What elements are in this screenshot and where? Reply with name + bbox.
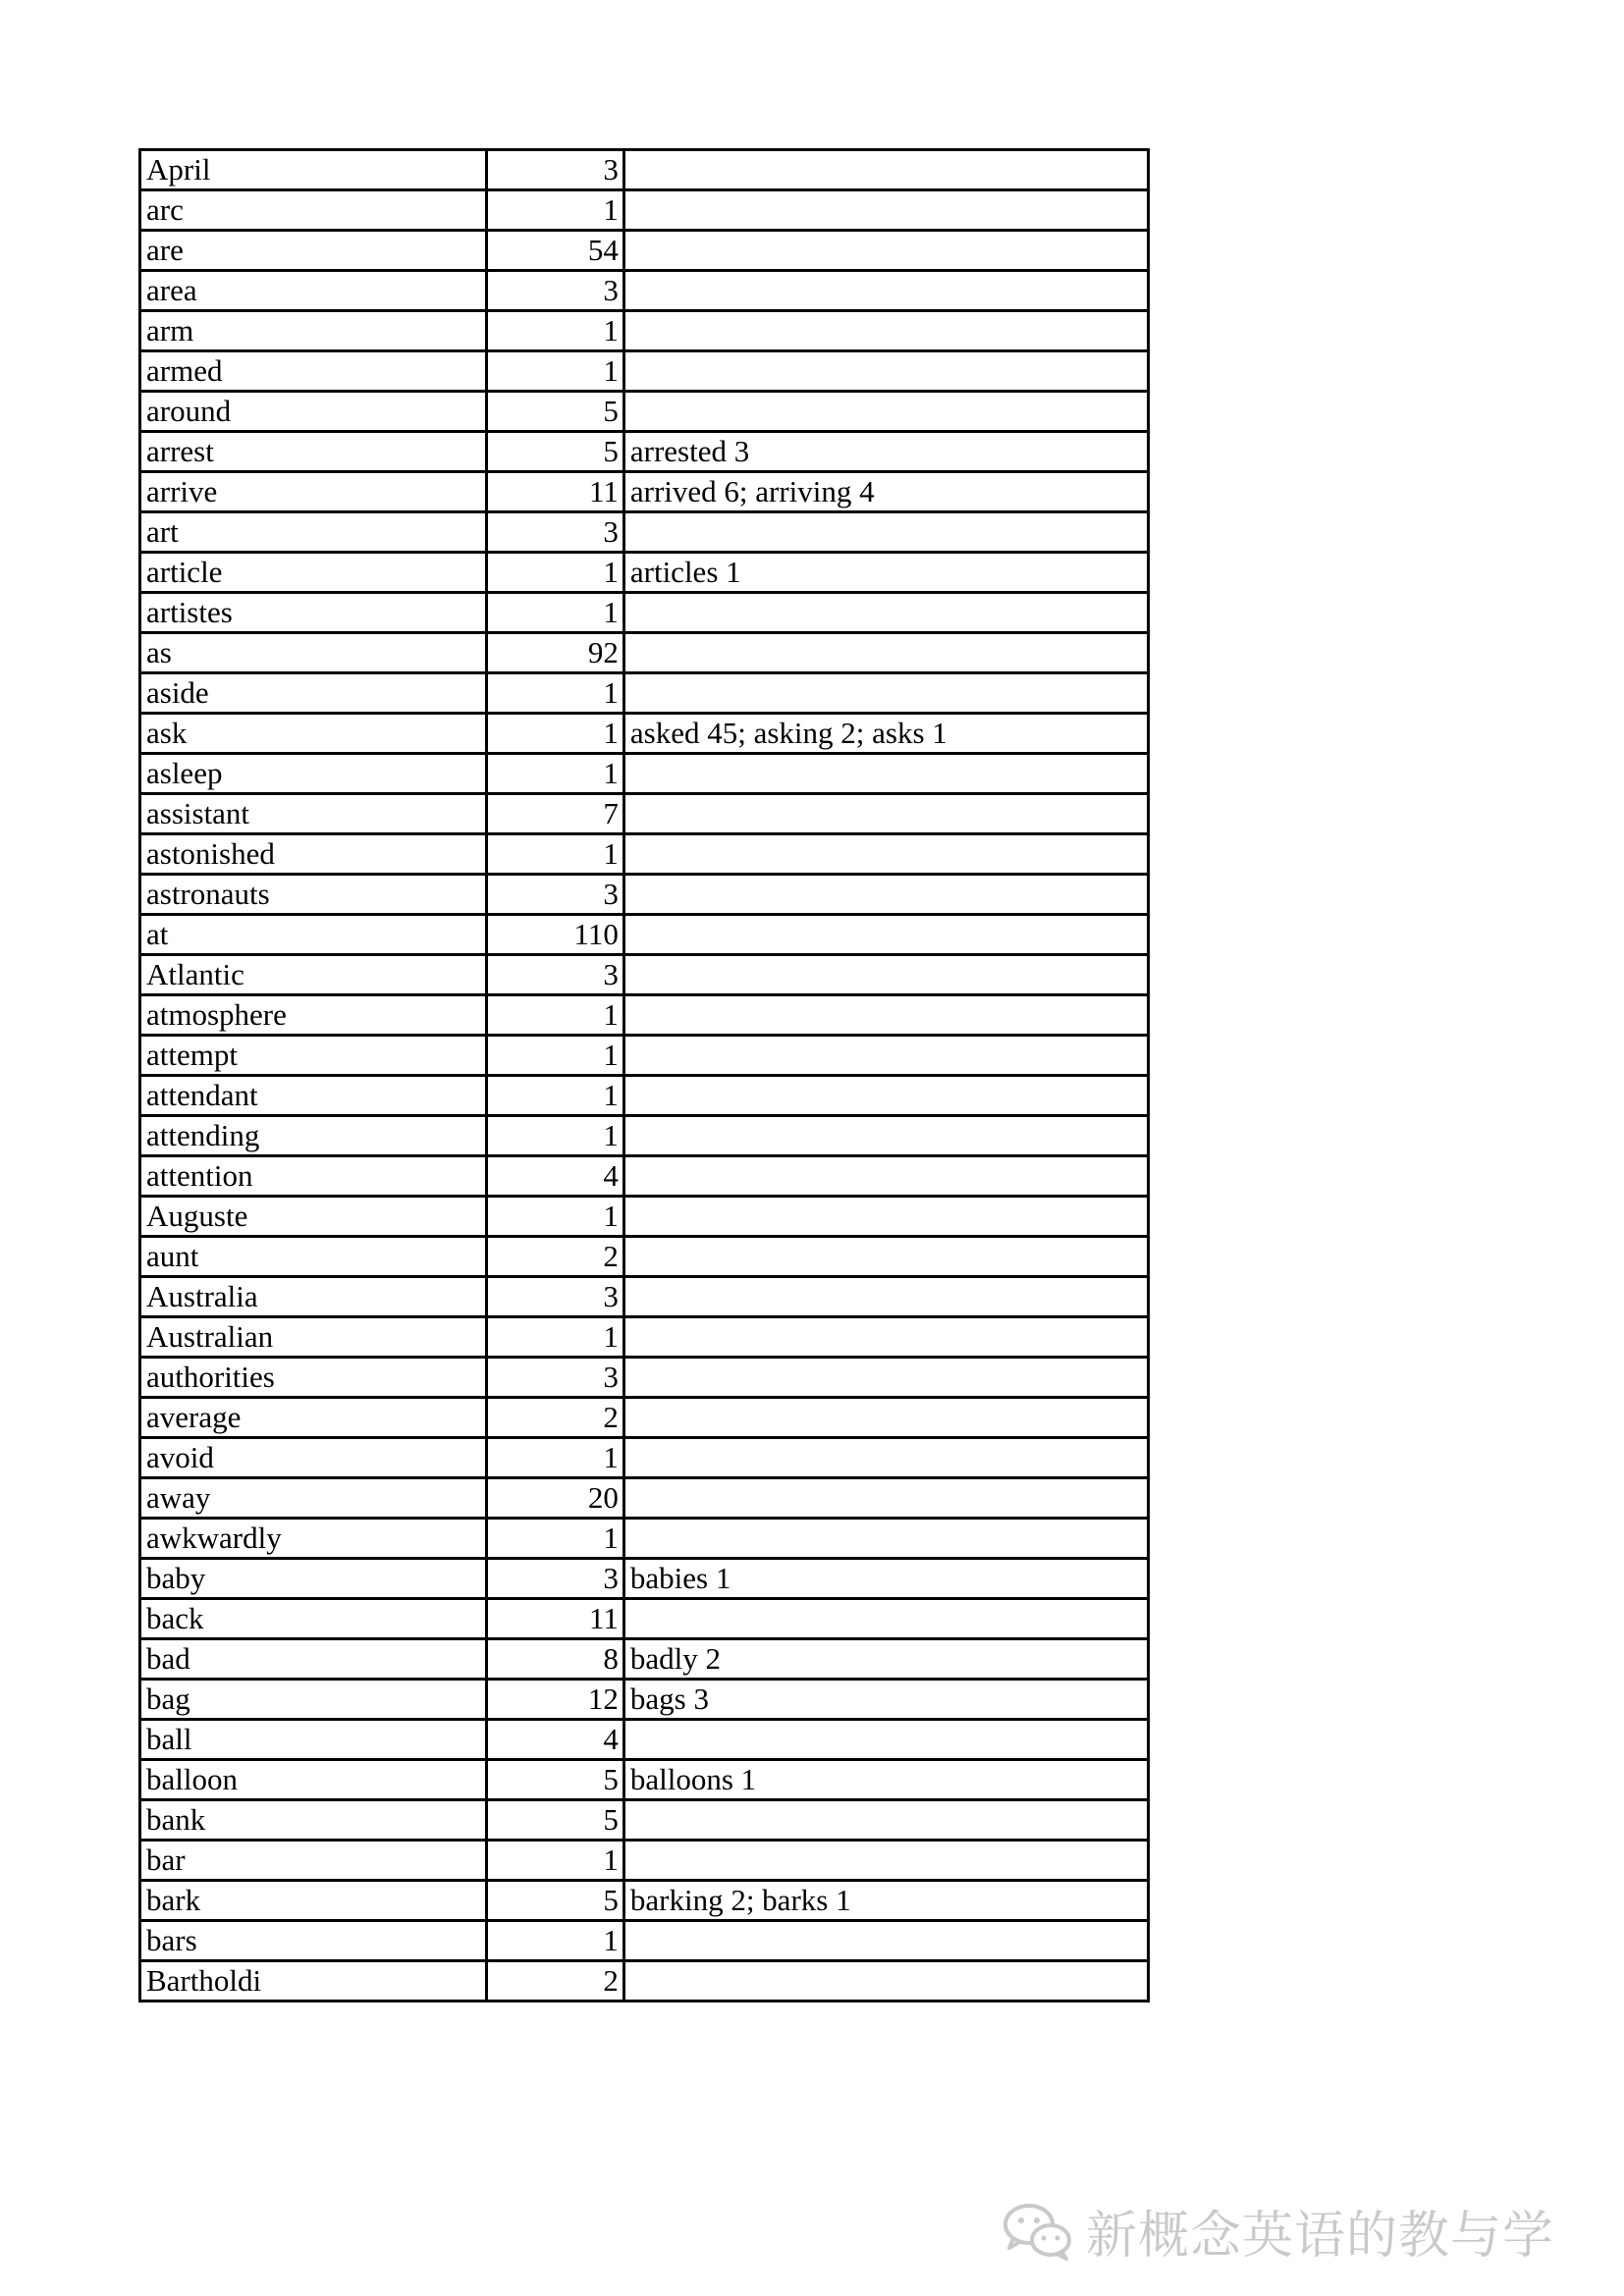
table-row — [140, 1720, 1149, 1760]
count-cell: 5 — [487, 1881, 624, 1921]
word-cell: Australian — [140, 1317, 487, 1358]
word-cell: Australia — [140, 1277, 487, 1317]
word-cell: at — [140, 915, 487, 955]
table-row — [140, 1398, 1149, 1438]
forms-cell — [623, 1156, 1148, 1197]
count-cell: 1 — [487, 593, 624, 633]
forms-cell: babies 1 — [623, 1559, 1148, 1599]
table-row — [140, 1559, 1149, 1599]
word-cell: attempt — [140, 1036, 487, 1076]
count-cell: 1 — [487, 553, 624, 593]
forms-cell: balloons 1 — [623, 1760, 1148, 1800]
forms-cell — [623, 1358, 1148, 1398]
table-row — [140, 1760, 1149, 1800]
count-cell: 1 — [487, 1317, 624, 1358]
word-cell: authorities — [140, 1358, 487, 1398]
count-cell: 1 — [487, 1841, 624, 1881]
word-cell: area — [140, 271, 487, 311]
forms-cell — [623, 1800, 1148, 1841]
forms-cell — [623, 794, 1148, 834]
forms-cell — [623, 1197, 1148, 1237]
table-row — [140, 190, 1149, 231]
table-row — [140, 714, 1149, 754]
word-cell: attention — [140, 1156, 487, 1197]
forms-cell — [623, 1841, 1148, 1881]
count-cell: 1 — [487, 754, 624, 794]
table-row — [140, 633, 1149, 673]
forms-cell — [623, 593, 1148, 633]
table-row — [140, 1116, 1149, 1156]
word-cell: armed — [140, 351, 487, 392]
word-cell: back — [140, 1599, 487, 1639]
word-cell: away — [140, 1478, 487, 1519]
count-cell: 5 — [487, 392, 624, 432]
table-row — [140, 1478, 1149, 1519]
table-row — [140, 1800, 1149, 1841]
forms-cell — [623, 995, 1148, 1036]
word-cell: average — [140, 1398, 487, 1438]
count-cell: 3 — [487, 875, 624, 915]
table-row — [140, 150, 1149, 190]
count-cell: 4 — [487, 1720, 624, 1760]
word-cell: aunt — [140, 1237, 487, 1277]
count-cell: 1 — [487, 1076, 624, 1116]
count-cell: 1 — [487, 1438, 624, 1478]
word-cell: April — [140, 150, 487, 190]
forms-cell — [623, 231, 1148, 271]
table-row — [140, 875, 1149, 915]
word-cell: Atlantic — [140, 955, 487, 995]
word-cell: arc — [140, 190, 487, 231]
count-cell: 5 — [487, 1760, 624, 1800]
forms-cell — [623, 1961, 1148, 2002]
count-cell: 1 — [487, 714, 624, 754]
word-cell: article — [140, 553, 487, 593]
table-row — [140, 1921, 1149, 1961]
word-cell: baby — [140, 1559, 487, 1599]
table-row — [140, 754, 1149, 794]
forms-cell — [623, 915, 1148, 955]
table-row — [140, 1076, 1149, 1116]
count-cell: 2 — [487, 1398, 624, 1438]
forms-cell — [623, 271, 1148, 311]
forms-cell — [623, 875, 1148, 915]
count-cell: 3 — [487, 955, 624, 995]
table-row — [140, 553, 1149, 593]
forms-cell: badly 2 — [623, 1639, 1148, 1680]
count-cell: 1 — [487, 834, 624, 875]
word-cell: attending — [140, 1116, 487, 1156]
count-cell: 5 — [487, 432, 624, 472]
forms-cell — [623, 512, 1148, 553]
word-cell: arrest — [140, 432, 487, 472]
table-row — [140, 1680, 1149, 1720]
forms-cell: asked 45; asking 2; asks 1 — [623, 714, 1148, 754]
count-cell: 3 — [487, 150, 624, 190]
count-cell: 3 — [487, 1277, 624, 1317]
count-cell: 2 — [487, 1237, 624, 1277]
count-cell: 1 — [487, 995, 624, 1036]
watermark — [1000, 2199, 1555, 2266]
forms-cell — [623, 150, 1148, 190]
word-cell: attendant — [140, 1076, 487, 1116]
count-cell: 11 — [487, 1599, 624, 1639]
forms-cell — [623, 1036, 1148, 1076]
forms-cell — [623, 1317, 1148, 1358]
count-cell: 4 — [487, 1156, 624, 1197]
count-cell: 8 — [487, 1639, 624, 1680]
word-cell: art — [140, 512, 487, 553]
word-frequency-table — [138, 148, 1150, 2002]
count-cell: 11 — [487, 472, 624, 512]
forms-cell — [623, 311, 1148, 351]
count-cell: 3 — [487, 1559, 624, 1599]
word-cell: bad — [140, 1639, 487, 1680]
count-cell: 3 — [487, 1358, 624, 1398]
word-cell: aside — [140, 673, 487, 714]
count-cell: 12 — [487, 1680, 624, 1720]
count-cell: 5 — [487, 1800, 624, 1841]
word-cell: as — [140, 633, 487, 673]
table-row — [140, 1961, 1149, 2002]
table-row — [140, 271, 1149, 311]
table-row — [140, 995, 1149, 1036]
word-cell: awkwardly — [140, 1519, 487, 1559]
word-cell: bars — [140, 1921, 487, 1961]
count-cell: 3 — [487, 512, 624, 553]
count-cell: 1 — [487, 311, 624, 351]
forms-cell: arrested 3 — [623, 432, 1148, 472]
forms-cell — [623, 1478, 1148, 1519]
word-cell: assistant — [140, 794, 487, 834]
word-cell: avoid — [140, 1438, 487, 1478]
count-cell: 1 — [487, 1197, 624, 1237]
word-cell: Auguste — [140, 1197, 487, 1237]
forms-cell: articles 1 — [623, 553, 1148, 593]
table-row — [140, 231, 1149, 271]
table-row — [140, 1599, 1149, 1639]
table-row — [140, 512, 1149, 553]
count-cell: 1 — [487, 351, 624, 392]
table-row — [140, 351, 1149, 392]
table-row — [140, 472, 1149, 512]
table-row — [140, 1237, 1149, 1277]
word-cell: bank — [140, 1800, 487, 1841]
table-row — [140, 1438, 1149, 1478]
word-cell: are — [140, 231, 487, 271]
word-cell: arrive — [140, 472, 487, 512]
forms-cell — [623, 1599, 1148, 1639]
count-cell: 1 — [487, 1116, 624, 1156]
table-row — [140, 1358, 1149, 1398]
table-row — [140, 593, 1149, 633]
forms-cell — [623, 351, 1148, 392]
count-cell: 1 — [487, 190, 624, 231]
forms-cell: arrived 6; arriving 4 — [623, 472, 1148, 512]
word-cell: around — [140, 392, 487, 432]
word-cell: bag — [140, 1680, 487, 1720]
forms-cell — [623, 1076, 1148, 1116]
forms-cell — [623, 834, 1148, 875]
forms-cell — [623, 754, 1148, 794]
count-cell: 110 — [487, 915, 624, 955]
table-row — [140, 1881, 1149, 1921]
forms-cell — [623, 1237, 1148, 1277]
count-cell: 1 — [487, 1519, 624, 1559]
forms-cell — [623, 955, 1148, 995]
table-row — [140, 673, 1149, 714]
forms-cell — [623, 1720, 1148, 1760]
forms-cell — [623, 190, 1148, 231]
word-cell: astonished — [140, 834, 487, 875]
forms-cell — [623, 1519, 1148, 1559]
forms-cell: barking 2; barks 1 — [623, 1881, 1148, 1921]
table-row — [140, 834, 1149, 875]
table-row — [140, 1156, 1149, 1197]
word-cell: ask — [140, 714, 487, 754]
count-cell: 1 — [487, 1036, 624, 1076]
table-row — [140, 311, 1149, 351]
table-row — [140, 915, 1149, 955]
word-frequency-table-body — [140, 150, 1149, 2002]
word-cell: arm — [140, 311, 487, 351]
count-cell: 1 — [487, 673, 624, 714]
wechat-logo-icon — [1000, 2199, 1076, 2262]
forms-cell — [623, 1116, 1148, 1156]
word-cell: atmosphere — [140, 995, 487, 1036]
count-cell: 20 — [487, 1478, 624, 1519]
word-cell: astronauts — [140, 875, 487, 915]
word-cell: artistes — [140, 593, 487, 633]
forms-cell — [623, 1438, 1148, 1478]
count-cell: 3 — [487, 271, 624, 311]
forms-cell — [623, 1398, 1148, 1438]
table-row — [140, 1519, 1149, 1559]
table-row — [140, 1639, 1149, 1680]
forms-cell: bags 3 — [623, 1680, 1148, 1720]
word-cell: bark — [140, 1881, 487, 1921]
count-cell: 54 — [487, 231, 624, 271]
forms-cell — [623, 392, 1148, 432]
word-cell: bar — [140, 1841, 487, 1881]
count-cell: 1 — [487, 1921, 624, 1961]
word-cell: ball — [140, 1720, 487, 1760]
count-cell: 2 — [487, 1961, 624, 2002]
table-row — [140, 392, 1149, 432]
table-row — [140, 1277, 1149, 1317]
table-row — [140, 1317, 1149, 1358]
table-row — [140, 1036, 1149, 1076]
table-row — [140, 955, 1149, 995]
watermark-text: 新概念英语的教与学 — [1086, 2206, 1555, 2266]
forms-cell — [623, 633, 1148, 673]
table-row — [140, 794, 1149, 834]
forms-cell — [623, 673, 1148, 714]
table-row — [140, 1841, 1149, 1881]
table-row — [140, 1197, 1149, 1237]
count-cell: 92 — [487, 633, 624, 673]
forms-cell — [623, 1921, 1148, 1961]
table-row — [140, 432, 1149, 472]
word-cell: balloon — [140, 1760, 487, 1800]
forms-cell — [623, 1277, 1148, 1317]
word-cell: asleep — [140, 754, 487, 794]
word-cell: Bartholdi — [140, 1961, 487, 2002]
count-cell: 7 — [487, 794, 624, 834]
